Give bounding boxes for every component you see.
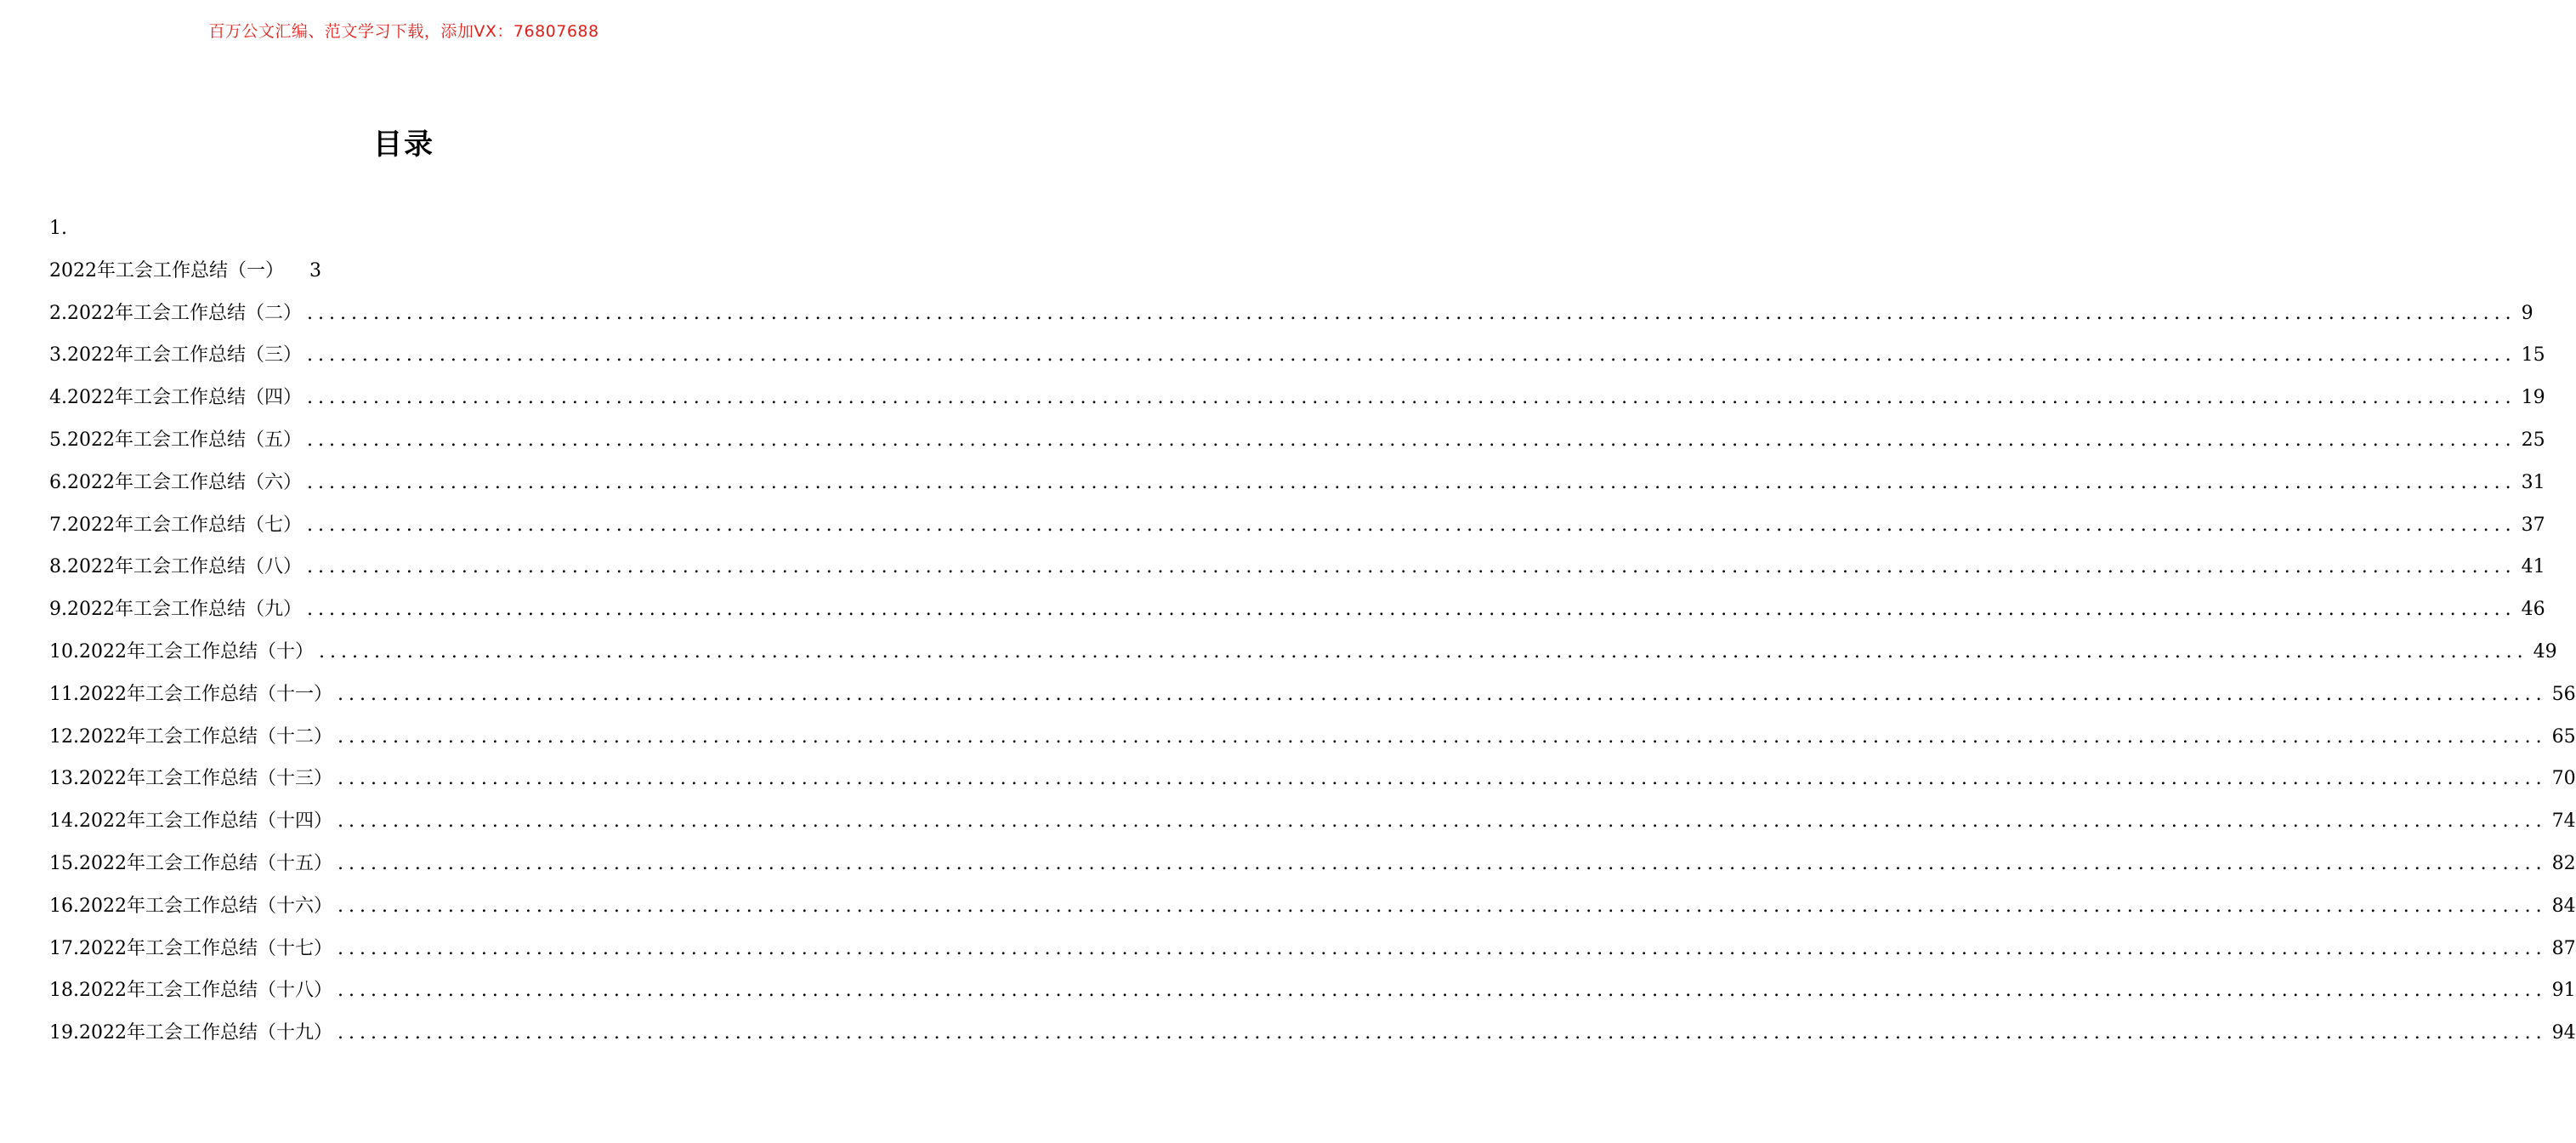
toc-entry-text: 13.2022年工会工作总结（十三） (49, 768, 332, 790)
dot-leader: ........................................................................................................................................................................................................ (337, 895, 2547, 917)
toc-first-number: 1. (49, 218, 67, 239)
dot-leader: ........................................................................................................................................................................................................ (337, 768, 2547, 790)
watermark-header: 百万公文汇编、范文学习下载，添加VX：76807688 (208, 22, 599, 41)
toc-entry-text: 10.2022年工会工作总结（十） (49, 640, 314, 662)
toc-entry[interactable] (49, 462, 2545, 504)
toc-entry[interactable] (49, 970, 2576, 1012)
toc-entry-page: 56 (2551, 683, 2576, 705)
toc-entry-page: 37 (2521, 514, 2545, 536)
toc-entry-text: 5.2022年工会工作总结（五） (49, 429, 302, 451)
toc-entry[interactable] (49, 589, 2545, 631)
toc-entry[interactable] (49, 546, 2545, 589)
toc-entry[interactable] (49, 843, 2576, 885)
dot-leader: ........................................................................................................................................................................................................ (337, 980, 2547, 1002)
table-of-contents (49, 208, 2576, 1055)
toc-entry-text: 14.2022年工会工作总结（十四） (49, 810, 332, 833)
toc-entry-page: 87 (2551, 937, 2576, 959)
toc-entry-text: 2.2022年工会工作总结（二） (49, 302, 302, 324)
dot-leader: ........................................................................................................................................................................................................ (337, 937, 2547, 959)
toc-entry-page: 9 (2521, 302, 2533, 324)
toc-entry-page: 70 (2551, 768, 2576, 790)
toc-entry-text: 9.2022年工会工作总结（九） (49, 599, 302, 621)
dot-leader: ........................................................................................................................................................................................................ (337, 683, 2547, 705)
toc-entry-page: 82 (2551, 852, 2576, 874)
toc-entry-page: 31 (2521, 471, 2545, 493)
dot-leader: ........................................................................................................................................................................................................ (337, 852, 2547, 874)
toc-entry[interactable] (49, 293, 2533, 335)
dot-leader: ........................................................................................................................................................................................................ (306, 599, 2516, 621)
toc-entry[interactable] (49, 377, 2545, 419)
dot-leader: ........................................................................................................................................................................................................ (306, 387, 2516, 409)
toc-entry-text: 15.2022年工会工作总结（十五） (49, 852, 332, 874)
dot-leader: ........................................................................................................................................................................................................ (306, 471, 2516, 493)
toc-entry-page: 3 (309, 259, 321, 281)
toc-entry[interactable] (49, 504, 2545, 547)
toc-entry-text: 19.2022年工会工作总结（十九） (49, 1022, 332, 1044)
dot-leader: ........................................................................................................................................................................................................ (306, 429, 2516, 451)
dot-leader: ........................................................................................................................................................................................................ (337, 810, 2547, 833)
toc-entry[interactable] (49, 885, 2576, 928)
toc-entry-text: 4.2022年工会工作总结（四） (49, 387, 302, 409)
toc-entry-page: 74 (2551, 810, 2576, 833)
page-title: 目录 (373, 128, 434, 162)
toc-entry-text: 7.2022年工会工作总结（七） (49, 514, 302, 536)
toc-entry-text: 16.2022年工会工作总结（十六） (49, 895, 332, 917)
toc-entry-page: 46 (2521, 599, 2545, 621)
toc-entry[interactable] (49, 674, 2576, 716)
dot-leader: ........................................................................................................................................................................................................ (337, 725, 2547, 748)
dot-leader: ........................................................................................................................................................................................................ (306, 302, 2516, 324)
toc-entry-page: 41 (2521, 556, 2545, 578)
toc-entry[interactable] (49, 419, 2545, 462)
toc-entry-page: 84 (2551, 895, 2576, 917)
toc-entry-text: 18.2022年工会工作总结（十八） (49, 980, 332, 1002)
toc-entry-page: 49 (2533, 640, 2557, 662)
toc-entry-text: 6.2022年工会工作总结（六） (49, 471, 302, 493)
toc-entry-page: 15 (2521, 344, 2545, 367)
dot-leader: ........................................................................................................................................................................................................ (306, 556, 2516, 578)
toc-entry[interactable] (49, 334, 2545, 377)
dot-leader: ........................................................................................................................................................................................................ (337, 1022, 2547, 1044)
toc-entry[interactable] (49, 928, 2576, 970)
dot-leader: ........................................................................................................................................................................................................ (318, 640, 2528, 662)
toc-entry-text: 11.2022年工会工作总结（十一） (49, 683, 332, 705)
toc-entry-text: 3.2022年工会工作总结（三） (49, 344, 302, 367)
toc-entry-text: 12.2022年工会工作总结（十二） (49, 725, 332, 748)
toc-entry[interactable] (49, 716, 2576, 759)
toc-entry-text: 2022年工会工作总结（一） (49, 259, 284, 281)
dot-leader: ........................................................................................................................................................................................................ (306, 514, 2516, 536)
toc-entry[interactable] (49, 758, 2576, 800)
toc-entry[interactable] (49, 631, 2557, 674)
toc-entry-text: 17.2022年工会工作总结（十七） (49, 937, 332, 959)
toc-entry-page: 19 (2521, 387, 2545, 409)
toc-entry-page: 94 (2551, 1022, 2576, 1044)
toc-entry-page: 25 (2521, 429, 2545, 451)
toc-entry-text: 8.2022年工会工作总结（八） (49, 556, 302, 578)
toc-entry-1[interactable] (49, 250, 758, 293)
dot-leader: ........................................................................................................................................................................................................ (306, 344, 2516, 367)
toc-entry[interactable] (49, 800, 2576, 843)
toc-entry[interactable] (49, 1012, 2576, 1055)
toc-entry-page: 65 (2551, 725, 2576, 748)
toc-entry-page: 91 (2551, 980, 2576, 1002)
